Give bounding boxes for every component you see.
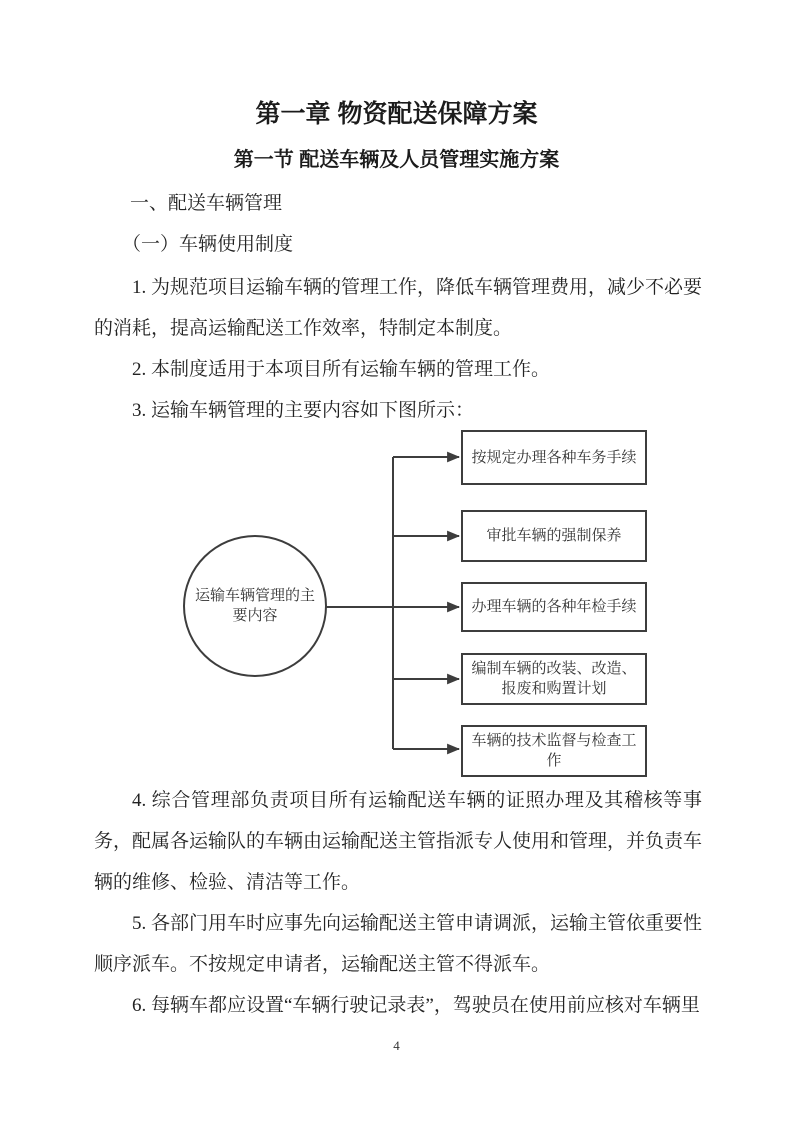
diagram-box-technical-supervision: 车辆的技术监督与检查工作	[461, 725, 647, 777]
heading-vehicle-management: 一、配送车辆管理	[130, 193, 283, 214]
paragraph-3: 3. 运输车辆管理的主要内容如下图所示：	[132, 400, 475, 421]
diagram-box-mandatory-maintenance: 审批车辆的强制保养	[461, 510, 647, 562]
diagram-center-node	[183, 535, 327, 677]
body-text-bottom	[94, 780, 702, 1026]
paragraph-2: 2. 本制度适用于本项目所有运输车辆的管理工作。	[132, 359, 551, 380]
diagram-box-vehicle-procedures: 按规定办理各种车务手续	[461, 430, 647, 485]
page-number: 4	[393, 1038, 400, 1053]
chapter-title: 第一章 物资配送保障方案	[255, 100, 538, 128]
paragraph-4: 4. 综合管理部负责项目所有运输配送车辆的证照办理及其稽核等事务，配属各运输队的车辆由运输配送主管指派专人使用和管理，并负责车辆的维修、检验、清洁等工作。	[94, 790, 703, 893]
diagram-center-node-label: 运输车辆管理的主要内容	[195, 588, 316, 624]
diagram-box-modification-plans: 编制车辆的改装、改造、报废和购置计划	[461, 653, 647, 705]
heading-vehicle-usage-system: （一）车辆使用制度	[122, 234, 294, 255]
paragraph-1: 1. 为规范项目运输车辆的管理工作，降低车辆管理费用，减少不必要的消耗，提高运输配送工作效率，特制定本制度。	[94, 277, 703, 339]
diagram-box-annual-inspection: 办理车辆的各种年检手续	[461, 582, 647, 632]
section-title: 第一节 配送车辆及人员管理实施方案	[233, 149, 560, 171]
paragraph-5: 5. 各部门用车时应事先向运输配送主管申请调派，运输主管依重要性顺序派车。不按规定申请者，运输配送主管不得派车。	[94, 913, 703, 975]
paragraph-6: 6. 每辆车都应设置“车辆行驶记录表”，驾驶员在使用前应核对车辆里	[132, 995, 700, 1016]
